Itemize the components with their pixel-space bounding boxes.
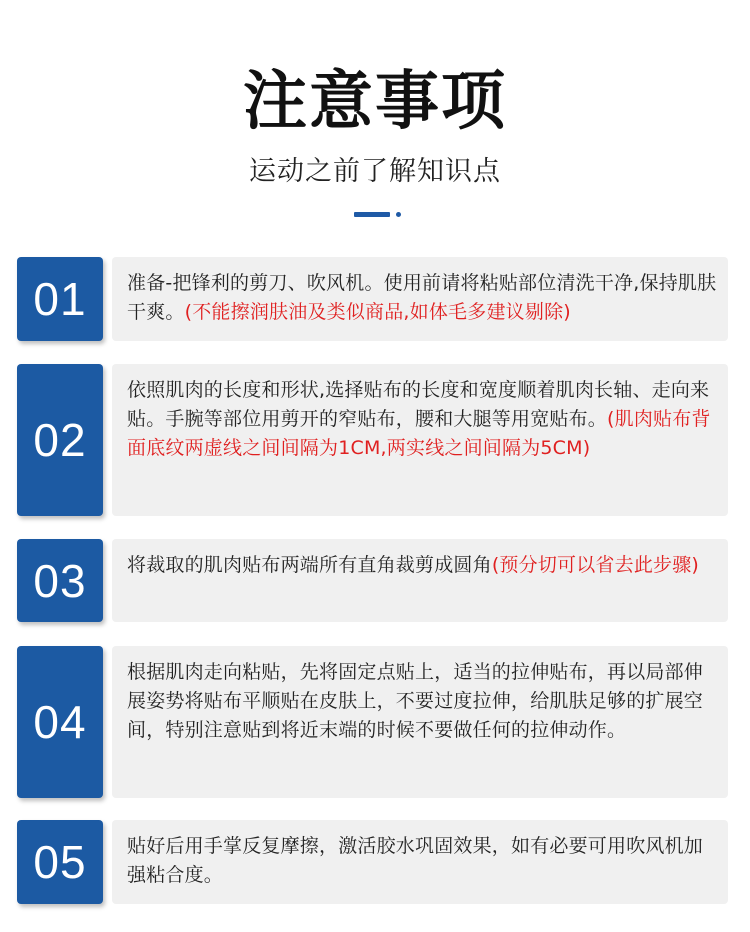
step-number-01: 01 (17, 257, 103, 341)
step-card-05 (112, 820, 728, 904)
step-card-02 (112, 364, 728, 516)
step-card-04 (112, 646, 728, 798)
divider-dot (396, 212, 401, 217)
step-number-02: 02 (17, 364, 103, 516)
page-title: 注意事项 (243, 65, 507, 139)
step-text: 贴好后用手掌反复摩擦，激活胶水巩固效果，如有必要可用吹风机加强粘合度。 (127, 835, 704, 886)
step-text: 根据肌肉走向粘贴，先将固定点贴上，适当的拉伸贴布，再以局部伸展姿势将贴布平顺贴在皮肤上，不要过度拉伸，给肌肤足够的扩展空间，特别注意贴到将近末端的时候不要做任何的拉伸动作。 (127, 661, 704, 741)
divider-bar (354, 212, 390, 217)
step-number-03: 03 (17, 539, 103, 622)
step-note: (不能擦润肤油及类似商品,如体毛多建议剔除) (184, 301, 571, 323)
step-note: (预分切可以省去此步骤) (491, 554, 700, 576)
step-card-01 (112, 257, 728, 341)
step-text: 准备-把锋利的剪刀、吹风机。使用前请将粘贴部位清洗干净,保持肌肤干爽。 (127, 272, 717, 323)
step-number-05: 05 (17, 820, 103, 904)
step-number-04: 04 (17, 646, 103, 798)
step-text: 依照肌肉的长度和形状,选择贴布的长度和宽度顺着肌肉长轴、走向来贴。手腕等部位用剪开的窄贴布，腰和大腿等用宽贴布。 (127, 379, 710, 430)
step-text: 将裁取的肌肉贴布两端所有直角裁剪成圆角 (127, 554, 492, 576)
step-note: (肌肉贴布背面底纹两虚线之间间隔为1CM,两实线之间间隔为5CM) (127, 408, 711, 459)
step-card-03 (112, 539, 728, 622)
page-subtitle: 运动之前了解知识点 (249, 156, 501, 187)
